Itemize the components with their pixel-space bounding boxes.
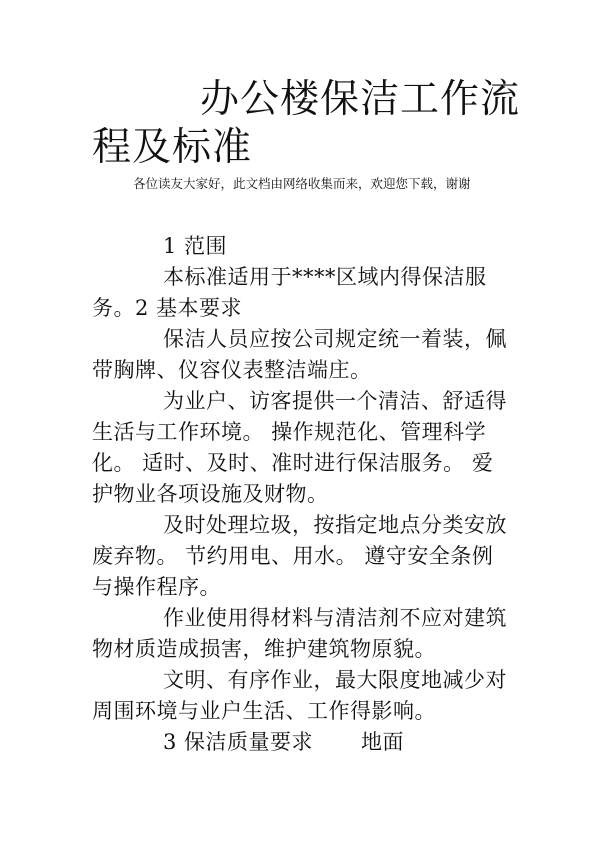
waste-paragraph: 及时处理垃圾，按指定地点分类安放废弃物。 节约用电、用水。 遵守安全条例与操作程序。 xyxy=(92,513,507,599)
scope-paragraph xyxy=(92,262,512,324)
document-title: 办公楼保洁工作流程及标准 xyxy=(92,77,521,170)
section-1-heading: 1 范围 xyxy=(163,234,228,258)
uniform-paragraph: 保洁人员应按公司规定统一着装，佩带胸牌、仪容仪表整洁端庄。 xyxy=(92,327,507,382)
ground-label: 地面 xyxy=(361,730,405,754)
section-3-heading: 3 保洁质量要求 xyxy=(163,730,314,754)
civility-paragraph: 文明、有序作业，最大限度地减少对周围环境与业户生活、工作得影响。 xyxy=(92,668,507,723)
section-3-line xyxy=(92,727,512,758)
scope-text: 本标准适用于****区域内得保洁服务。 xyxy=(92,265,487,320)
materials-paragraph: 作业使用得材料与清洁剂不应对建筑物材质造成损害，维护建筑物原貌。 xyxy=(92,606,507,661)
download-notice: 各位读友大家好，此文档由网络收集而来，欢迎您下载，谢谢 xyxy=(133,176,471,191)
environment-paragraph: 为业户、访客提供一个清洁、舒适得生活与工作环境。 操作规范化、管理科学化。 适时、及时、准时进行保洁服务。 爱护物业各项设施及财物。 xyxy=(92,389,507,506)
document-body xyxy=(92,231,512,758)
section-2-heading: 2 基本要求 xyxy=(135,296,243,320)
